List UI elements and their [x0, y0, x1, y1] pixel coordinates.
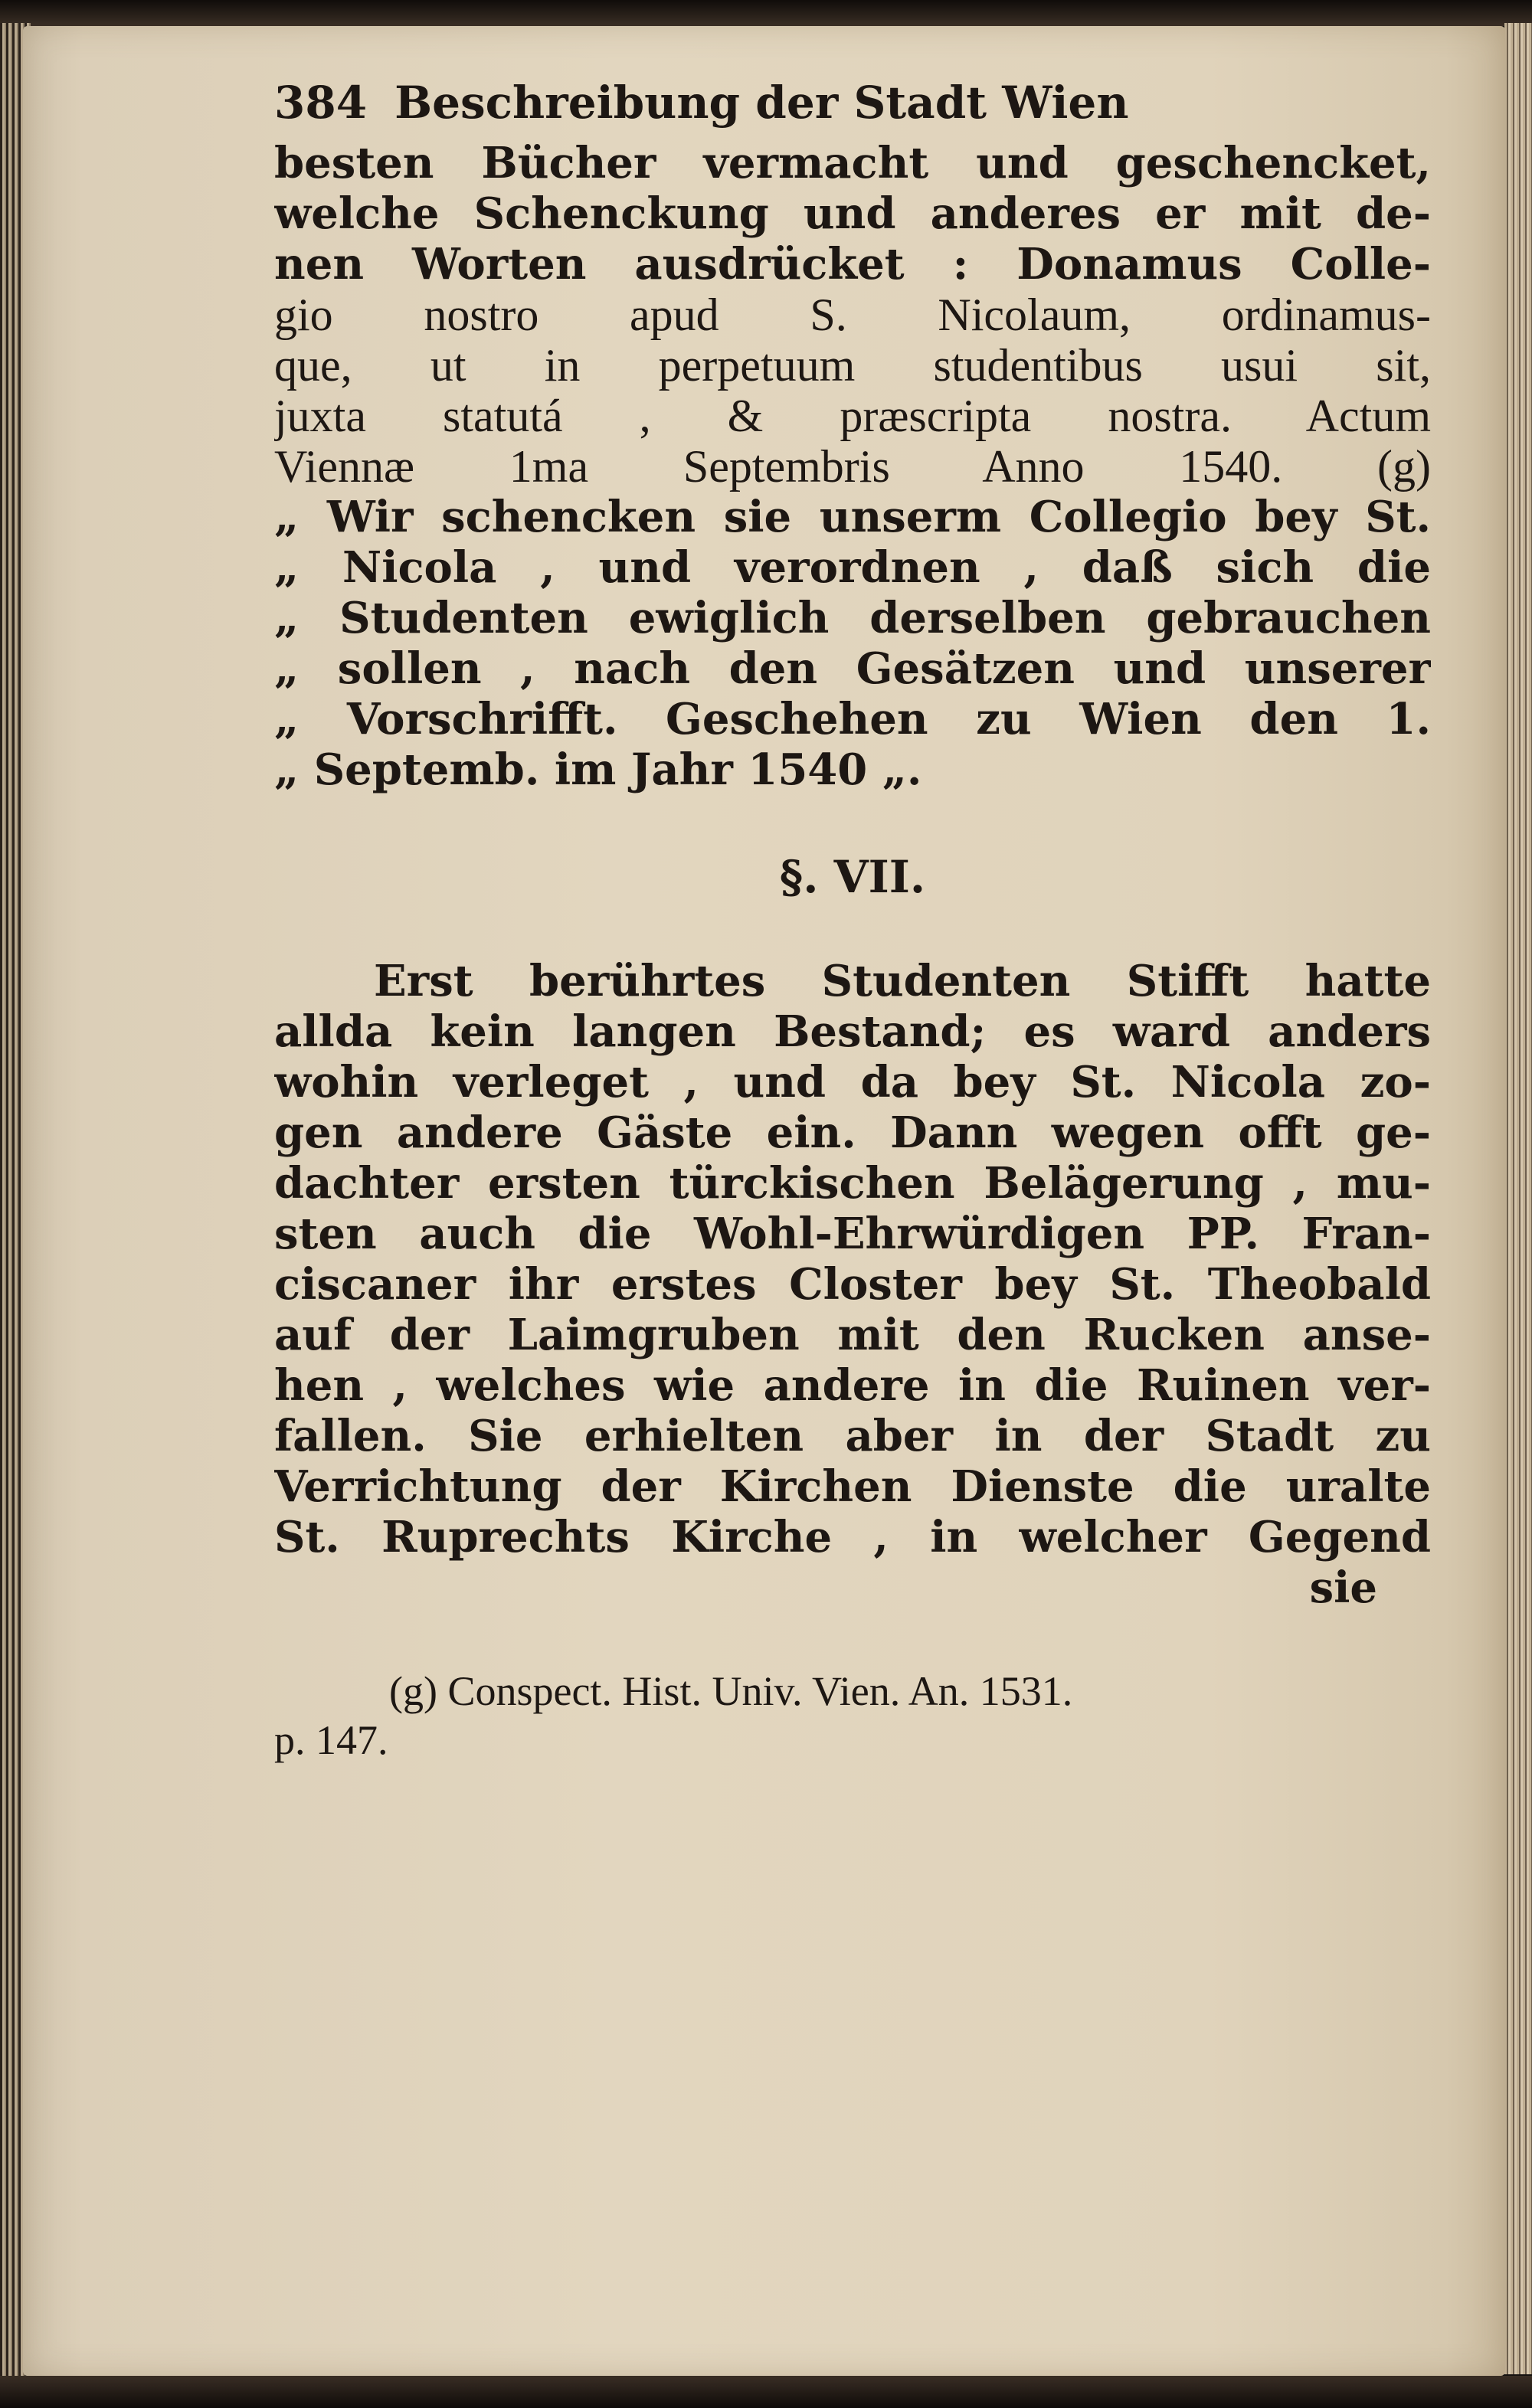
text-line: Verrichtung der Kirchen Dienste die uralte [274, 1461, 1431, 1512]
latin-line: gio nostro apud S. Nicolaum, ordinamus- [274, 290, 1431, 340]
quoted-line: „ Vorschrifft. Geschehen zu Wien den 1. [274, 694, 1431, 744]
footnote [274, 1667, 1431, 1765]
text-line: wohin verleget , und da bey St. Nicola zo- [274, 1057, 1431, 1107]
section-heading: §. VII. [779, 851, 926, 903]
text-line: auf der Laimgruben mit den Rucken anse- [274, 1310, 1431, 1360]
text-line: ciscaner ihr erstes Closter bey St. Theobald [274, 1259, 1431, 1310]
text-line: allda kein langen Bestand; es ward anders [274, 1006, 1431, 1057]
text-line: hen , welches wie andere in die Ruinen ver- [274, 1360, 1431, 1411]
quoted-line: „ Septemb. im Jahr 1540 „. [274, 744, 922, 795]
text-line: besten Bücher vermacht und geschencket, [274, 138, 1431, 188]
text-line: nen Worten ausdrücket : Donamus Colle- [274, 239, 1431, 290]
footnote-line: (g) Conspect. Hist. Univ. Vien. An. 1531. [389, 1668, 1073, 1714]
text-line: fallen. Sie erhielten aber in der Stadt zu [274, 1411, 1431, 1461]
paragraph-1 [274, 138, 1431, 795]
right-page-edges [1504, 23, 1532, 2374]
running-title: Beschreibung der Stadt Wien [394, 77, 1129, 129]
bottom-shadow-edge [0, 2376, 1532, 2408]
paragraph-2 [274, 956, 1431, 1613]
text-line: gen andere Gäste ein. Dann wegen offt ge- [274, 1107, 1431, 1158]
page-text [274, 67, 1431, 1765]
text-line: St. Ruprechts Kirche , in welcher Gegend [274, 1512, 1431, 1562]
running-header [274, 67, 1431, 138]
latin-line: juxta statutá , & præscripta nostra. Actum [274, 391, 1431, 441]
top-shadow-edge [0, 0, 1532, 26]
catchword: sie [1309, 1562, 1377, 1613]
text-line: Erst berührtes Studenten Stifft hatte [374, 956, 1431, 1006]
latin-line: Viennæ 1ma Septembris Anno 1540. (g) [274, 441, 1431, 492]
text-line: sten auch die Wohl-Ehrwürdigen PP. Fran- [274, 1209, 1431, 1259]
page-number: 384 [274, 77, 368, 129]
quoted-line: „ Nicola , und verordnen , daß sich die [274, 542, 1431, 593]
latin-line: que, ut in perpetuum studentibus usui sit, [274, 340, 1431, 391]
text-line: welche Schenckung und anderes er mit de- [274, 188, 1431, 239]
quoted-line: „ Studenten ewiglich derselben gebrauchen [274, 593, 1431, 643]
quoted-line: „ sollen , nach den Gesätzen und unserer [274, 643, 1431, 694]
footnote-line: p. 147. [274, 1717, 388, 1763]
quoted-line: „ Wir schencken sie unserm Collegio bey St. [274, 492, 1431, 542]
text-line: dachter ersten türckischen Belägerung , mu- [274, 1158, 1431, 1209]
